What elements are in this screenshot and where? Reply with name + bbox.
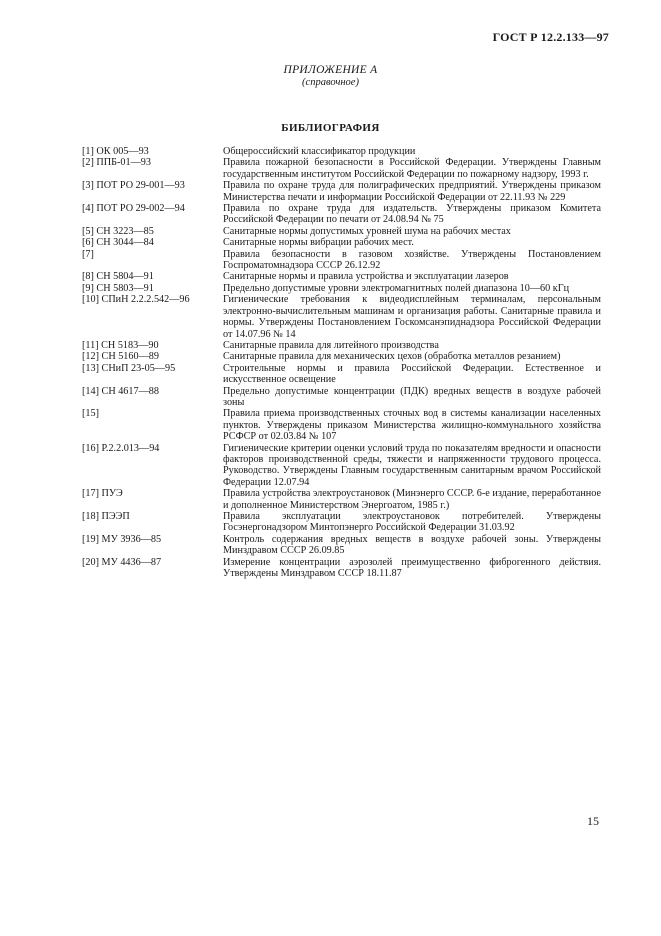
entry-code: [16] Р.2.2.013—94 [82,442,160,454]
entry-text: Правила эксплуатации электроустановок потребителей. Утверждены Госэнергонадзором Минтопэнерго Российской Федерации 31.03.92 [223,511,601,534]
entry-code: [11] СН 5183—90 [82,339,159,351]
entry-text: Санитарные нормы вибрации рабочих мест. [223,237,414,249]
entry-code: [8] СН 5804—91 [82,271,154,283]
bibliography-entry [82,340,601,351]
entry-code: [6] СН 3044—84 [82,237,154,249]
bibliography-entry [82,443,601,489]
entry-code: [10] СПиН 2.2.2.542—96 [82,294,190,306]
section-title: БИБЛИОГРАФИЯ [281,122,380,134]
bibliography-entry [82,386,601,409]
entry-code: [20] МУ 4436—87 [82,556,162,568]
bibliography-entry [82,488,601,511]
entry-text: Предельно допустимые концентрации (ПДК) вредных веществ в воздухе рабочей зоны [223,385,601,408]
bibliography-entry [82,180,601,203]
bibliography-entry [82,271,601,282]
entry-text: Правила по охране труда для издательств. Утверждены приказом Комитета Российской Федерации по печати от 24.08.94 № 75 [223,203,601,226]
entry-text: Санитарные нормы и правила устройства и эксплуатации лазеров [223,271,509,283]
entry-text: Предельно допустимые уровни электромагнитных полей диапазона 10—60 кГц [223,282,570,294]
entry-text: Санитарные правила для механических цехов (обработка металлов резанием) [223,351,561,363]
entry-code: [2] ППБ-01—93 [82,157,151,169]
entry-text: Контроль содержания вредных веществ в воздухе рабочей зоны. Утверждены Минздравом СССР 26.09.85 [223,533,601,557]
entry-text: Общероссийский классификатор продукции [223,146,416,157]
page-number: 15 [587,814,599,828]
bibliography-entry [82,283,601,294]
entry-text: Измерение концентрации аэрозолей преимущественно фиброгенного действия. Утверждены Минздравом СССР 18.11.87 [223,556,601,580]
bibliography-entry [82,294,601,340]
entry-text: Правила пожарной безопасности в Российской Федерации. Утверждены Главным государственным институтом Российской Федерации по пожарному надзору, 1993 г. [223,157,601,180]
bibliography-entry [82,237,601,248]
appendix-heading [0,64,661,88]
bibliography-entry [82,511,601,534]
entry-code: [1] ОК 005—93 [82,146,149,157]
entry-code: [9] СН 5803—91 [82,282,154,294]
entry-code: [17] ПУЭ [82,488,123,500]
entry-code: [19] МУ 3936—85 [82,533,162,545]
appendix-subtitle: (справочное) [302,77,359,88]
entry-text: Правила приема производственных сточных вод в системы канализации населенных пунктов. Утверждены приказом Министерства жилищно-коммунального хозяйства РСФСР от 02.03.84 № 107 [223,408,601,443]
entry-code: [7] [82,248,94,260]
bibliography-entry [82,249,601,272]
entry-code: [15] [82,408,99,420]
entry-text: Гигиенические критерии оценки условий труда по показателям вредности и опасности факторов производственной среды, тяжести и напряженности трудового процесса. Руководство. Утверждены Главным государственным санитарным врачом Российской Федерации 12.07.94 [223,442,601,488]
entry-code: [13] СНиП 23-05—95 [82,362,176,374]
document-header: ГОСТ Р 12.2.133—97 [492,30,609,44]
entry-code: [3] ПОТ РО 29-001—93 [82,180,185,192]
bibliography-entry [82,203,601,226]
entry-code: [5] СН 3223—85 [82,225,154,237]
bibliography-entry [82,157,601,180]
appendix-title: ПРИЛОЖЕНИЕ А [283,64,378,76]
bibliography-entry [82,534,601,557]
entry-text: Правила безопасности в газовом хозяйстве. Утверждены Постановлением Госпроматомнадзора СССР 26.12.92 [223,248,601,272]
entry-text: Правила устройства электроустановок (Минэнерго СССР. 6-е издание, переработанное и дополненное Министерством Энергоатом, 1985 г.) [223,488,601,511]
bibliography-entry [82,226,601,237]
entry-text: Правила по охране труда для полиграфических предприятий. Утверждены приказом Министерства печати и информации Российской Федерации от 22.11.93 № 229 [223,180,601,203]
bibliography-entry [82,408,601,442]
bibliography-list [82,146,601,579]
entry-text: Гигиенические требования к видеодисплейным терминалам, персональным электронно-вычислительным машинам и организация работы. Санитарные правила и нормы. Утверждены Постановлением Госкомсанэпиднадзора Российской Федерации от 14.07.96 № 14 [223,294,601,340]
entry-code: [4] ПОТ РО 29-002—94 [82,203,185,215]
bibliography-entry [82,146,601,157]
entry-code: [12] СН 5160—89 [82,351,159,363]
entry-text: Санитарные нормы допустимых уровней шума на рабочих местах [223,225,511,237]
entry-code: [18] ПЭЭП [82,511,130,522]
entry-code: [14] СН 4617—88 [82,385,159,397]
entry-text: Санитарные правила для литейного производства [223,339,439,351]
bibliography-entry [82,557,601,580]
bibliography-entry [82,351,601,362]
entry-text: Строительные нормы и правила Российской Федерации. Естественное и искусственное освещение [223,362,601,386]
bibliography-entry [82,363,601,386]
